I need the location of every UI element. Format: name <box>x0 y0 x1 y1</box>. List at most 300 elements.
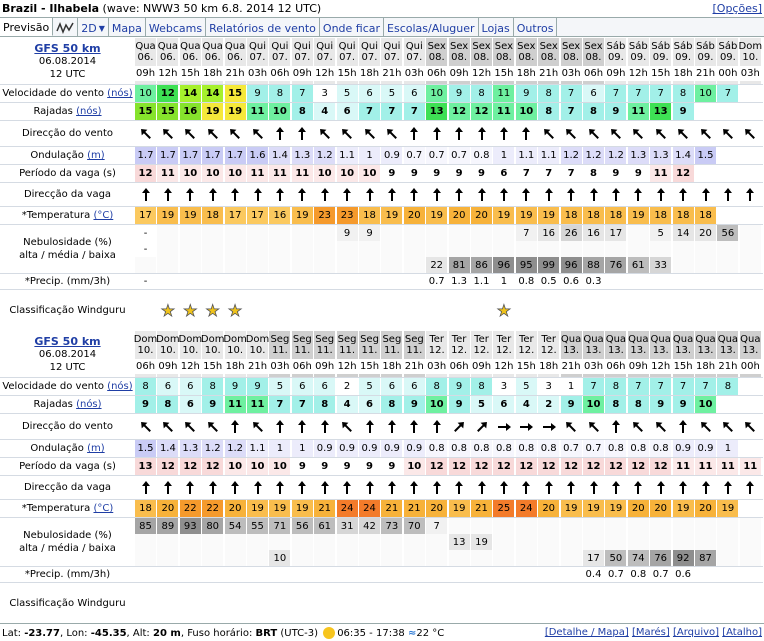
gust-cell: 9 <box>135 396 157 413</box>
wave-direction-arrow-icon <box>202 476 224 499</box>
cloud-low-cell <box>314 550 336 566</box>
precip-cell <box>538 567 560 582</box>
cloud-high-cell <box>449 225 471 241</box>
wind-speed-cell: 11 <box>493 85 515 102</box>
wind-speed-cell: 3 <box>314 85 336 102</box>
temperature-cell: 19 <box>292 500 314 517</box>
cloud-high-cell <box>157 225 179 241</box>
cloud-low-cell: 96 <box>493 257 515 273</box>
hour-label: 18h <box>673 68 693 79</box>
swell-cell: 0.9 <box>314 440 336 457</box>
cloud-low-cell: 33 <box>650 257 672 273</box>
wind-direction-arrow-icon <box>471 121 493 146</box>
tab-shops[interactable]: Lojas <box>479 18 514 36</box>
detail-map-link[interactable]: [Detalhe / Mapa] <box>544 627 629 638</box>
init-utc: 12 UTC <box>49 361 86 373</box>
precip-cell <box>628 274 650 289</box>
wave-direction-arrow-icon <box>337 476 359 499</box>
swell-cell: 0.8 <box>426 440 448 457</box>
cloud-high-cell <box>605 518 627 534</box>
rating-star-icon: ★ <box>493 290 515 330</box>
model-link[interactable]: GFS 50 km <box>34 41 101 55</box>
swell-cell: 1.2 <box>561 147 583 164</box>
gust-cell: 8 <box>538 103 560 120</box>
wind-speed-cell: 5 <box>269 378 291 395</box>
cloud-low-cell: 10 <box>269 550 291 566</box>
cloud-high-cell: 20 <box>695 225 717 241</box>
date-label: 08. <box>518 52 535 63</box>
swell-cell <box>717 147 739 164</box>
tab-bar <box>0 18 764 37</box>
precip-cell: 0.7 <box>426 274 448 289</box>
cloud-low-cell <box>225 550 247 566</box>
precip-cell <box>157 567 179 582</box>
temperature-cell: 23 <box>337 207 359 224</box>
wave-direction-arrow-icon <box>561 183 583 206</box>
cloud-low-cell <box>404 257 426 273</box>
date-label: 12. <box>428 345 445 356</box>
wave-direction-arrow-icon <box>381 476 403 499</box>
line-chart-icon <box>56 21 74 35</box>
wind-speed-cell: 15 <box>225 85 247 102</box>
tab-map[interactable]: Mapa <box>109 18 146 36</box>
timezone: BRT <box>255 627 278 639</box>
precip-cell <box>381 274 403 289</box>
wave-model-info: (wave: NWW3 50 km 6.8. 2014 12 UTC) <box>102 2 322 15</box>
day-label: Qui <box>316 41 334 52</box>
date-label: 06. <box>137 52 154 63</box>
time-header <box>180 38 202 84</box>
wave-period-cell: 10 <box>359 165 381 182</box>
hour-label: 12h <box>180 361 200 372</box>
hour-label: 06h <box>270 68 290 79</box>
wave-direction-arrow-icon <box>740 183 762 206</box>
cloud-low-cell <box>717 257 739 273</box>
hour-label: 15h <box>516 361 536 372</box>
wind-direction-arrow-icon <box>157 121 179 146</box>
wave-direction-arrow-icon <box>314 183 336 206</box>
tab-wind-reports[interactable]: Relatórios de vento <box>206 18 320 36</box>
wave-period-cell: 12 <box>135 165 157 182</box>
wind-speed-cell: 6 <box>359 85 381 102</box>
swell-cell: 1.4 <box>157 440 179 457</box>
model-link[interactable]: GFS 50 km <box>34 334 101 348</box>
wind-speed-cell: 6 <box>404 378 426 395</box>
gust-cell: 6 <box>359 396 381 413</box>
swell-cell: 1.3 <box>628 147 650 164</box>
date-label: 13. <box>675 345 692 356</box>
gust-cell: 19 <box>202 103 224 120</box>
swell-cell: 1.7 <box>180 147 202 164</box>
day-label: Qua <box>740 334 761 345</box>
wave-direction-arrow-icon <box>359 476 381 499</box>
wind-direction-arrow-icon <box>202 121 224 146</box>
cloud-low-cell <box>538 550 560 566</box>
cloud-high-cell: 71 <box>269 518 291 534</box>
day-label: Dom <box>223 334 247 345</box>
swell-cell: 1.4 <box>673 147 695 164</box>
wind-speed-cell: 9 <box>225 378 247 395</box>
wind-direction-arrow-icon <box>180 121 202 146</box>
gust-unit-link[interactable]: (nós) <box>76 106 102 117</box>
cloud-mid-cell <box>538 534 560 550</box>
wind-speed-cell: 7 <box>292 85 314 102</box>
cloud-high-cell <box>314 225 336 241</box>
location-name: Brazil - Ilhabela <box>2 2 100 15</box>
swell-cell: 1.2 <box>583 147 605 164</box>
alt-label: Alt: <box>132 627 150 639</box>
options-link[interactable]: [Opções] <box>712 2 762 15</box>
precip-row-label <box>0 274 135 289</box>
date-label: 10. <box>137 345 154 356</box>
wind-direction-arrow-icon <box>426 414 448 439</box>
day-label: Seg <box>292 334 312 345</box>
time-header <box>292 331 314 377</box>
wave-period-cell: 6 <box>493 165 515 182</box>
date-label: 13. <box>697 345 714 356</box>
wind-dir-row-label <box>0 414 135 439</box>
temperature-cell: 20 <box>471 207 493 224</box>
wind-speed-cell: 3 <box>538 378 560 395</box>
precip-cell: 0.7 <box>605 567 627 582</box>
temperature-cell: 19 <box>516 207 538 224</box>
time-header <box>673 38 695 84</box>
cloud-low-cell <box>292 257 314 273</box>
time-header <box>135 331 157 377</box>
wave-direction-arrow-icon <box>605 476 627 499</box>
precip-label: *Precip. (mm/3h) <box>24 569 111 580</box>
cloud-high-cell <box>426 225 448 241</box>
tab-where-to-stay[interactable]: Onde ficar <box>320 18 384 36</box>
wave-direction-arrow-icon <box>583 476 605 499</box>
temperature-cell: 18 <box>359 207 381 224</box>
day-label: Sáb <box>696 41 715 52</box>
day-label: Qua <box>135 41 156 52</box>
wave-period-cell: 7 <box>538 165 560 182</box>
wind-unit-link[interactable]: (nós) <box>107 381 133 392</box>
temperature-cell: 19 <box>538 207 560 224</box>
forecast-block-2 <box>0 331 764 623</box>
day-label: Qui <box>338 41 356 52</box>
swell-row-label <box>0 440 135 457</box>
wind-unit-link[interactable]: (nós) <box>107 88 133 99</box>
tab-2d[interactable] <box>78 18 109 36</box>
wind-direction-arrow-icon <box>538 121 560 146</box>
cloud-low-cell: 76 <box>605 257 627 273</box>
time-header <box>605 331 627 377</box>
day-label: Ter <box>474 334 489 345</box>
period-label: Período da vaga (s) <box>19 461 116 472</box>
temp-unit-link[interactable]: (°C) <box>93 210 114 221</box>
wave-direction-arrow-icon <box>516 183 538 206</box>
wind-speed-cell: 7 <box>650 378 672 395</box>
tab-others[interactable]: Outros <box>514 18 558 36</box>
wind-speed-cell: 8 <box>471 378 493 395</box>
time-header <box>292 38 314 84</box>
precip-cell <box>269 274 291 289</box>
water-temperature: 22 °C <box>416 627 445 639</box>
gust-cell: 11 <box>225 396 247 413</box>
tab-schools[interactable]: Escolas/Aluguer <box>384 18 479 36</box>
gust-cell <box>695 103 717 120</box>
wind-direction-arrow-icon <box>493 121 515 146</box>
swell-unit-link[interactable]: (m) <box>87 443 105 454</box>
time-header <box>583 331 605 377</box>
wave-period-cell: 11 <box>673 458 695 475</box>
archive-link[interactable]: [Arquivo] <box>672 627 720 638</box>
row-separator <box>0 582 763 583</box>
temperature-cell: 21 <box>314 500 336 517</box>
temperature-cell: 23 <box>314 207 336 224</box>
day-label: Qua <box>202 41 223 52</box>
hour-label: 18h <box>382 361 402 372</box>
swell-cell: 1.3 <box>650 147 672 164</box>
swell-cell <box>740 440 762 457</box>
temperature-cell: 19 <box>628 207 650 224</box>
cloud-low-cell <box>135 257 157 273</box>
wave-direction-arrow-icon <box>561 476 583 499</box>
wind-direction-arrow-icon <box>695 414 717 439</box>
time-header <box>180 331 202 377</box>
wave-period-cell: 9 <box>404 165 426 182</box>
wave-dir-label: Direcção da vaga <box>23 189 112 200</box>
hour-label: 21h <box>225 68 245 79</box>
wave-direction-arrow-icon <box>202 183 224 206</box>
hour-label: 06h <box>606 361 626 372</box>
cloud-high-cell: 85 <box>135 518 157 534</box>
cloud-low-cell <box>180 257 202 273</box>
cloud-mid-cell <box>337 534 359 550</box>
time-header <box>650 331 672 377</box>
cloud-high-cell <box>740 225 762 241</box>
wind-direction-arrow-icon <box>337 414 359 439</box>
hour-label: 09h <box>471 361 492 372</box>
precip-cell <box>225 274 247 289</box>
date-label: 07. <box>271 52 288 63</box>
wave-period-cell: 9 <box>381 458 403 475</box>
cloud-mid-cell <box>650 534 672 550</box>
hour-label: 15h <box>359 361 380 372</box>
precip-cell <box>493 567 515 582</box>
hour-label: 21h <box>247 361 268 372</box>
date-label: 06. <box>182 52 199 63</box>
cloud-row-label <box>0 518 135 566</box>
wave-direction-arrow-icon <box>628 476 650 499</box>
cloud-mid-cell: 19 <box>471 534 493 550</box>
wave-period-cell: 9 <box>605 165 627 182</box>
wind-speed-cell: 8 <box>202 378 224 395</box>
footer-links <box>545 627 762 638</box>
wind-direction-arrow-icon <box>404 121 426 146</box>
wind-speed-cell: 8 <box>471 85 493 102</box>
gust-cell: 16 <box>180 103 202 120</box>
gust-cell: 7 <box>404 103 426 120</box>
wave-period-cell: 11 <box>650 165 672 182</box>
gust-cell <box>740 396 762 413</box>
temperature-cell: 20 <box>404 207 426 224</box>
gust-cell: 9 <box>673 396 695 413</box>
cloud-mid-cell <box>628 534 650 550</box>
wind-speed-cell: 6 <box>404 85 426 102</box>
precip-cell <box>202 567 224 582</box>
time-header <box>740 331 762 377</box>
day-label: Ter <box>451 334 467 345</box>
wave-direction-arrow-icon <box>717 183 739 206</box>
date-label: 07. <box>361 52 378 63</box>
wind-speed-label: Velocidade do vento <box>2 381 104 392</box>
chevron-down-icon: ▼ <box>98 23 105 33</box>
gust-cell: 8 <box>628 396 650 413</box>
gust-cell: 10 <box>516 103 538 120</box>
cloud-high-cell: 31 <box>337 518 359 534</box>
cloud-low-cell <box>247 257 269 273</box>
rating-star-icon: ★ <box>225 290 247 330</box>
day-label: Sex <box>584 41 603 52</box>
wind-speed-cell: 9 <box>449 85 471 102</box>
wind-direction-arrow-icon <box>628 121 650 146</box>
cloud-high-cell: 73 <box>381 518 403 534</box>
precip-cell <box>695 567 717 582</box>
cloud-mid-cell <box>426 241 448 257</box>
wave-period-cell <box>717 165 739 182</box>
swell-cell: 1.3 <box>180 440 202 457</box>
swell-cell: 1.4 <box>269 147 291 164</box>
wind-speed-cell: 9 <box>247 378 269 395</box>
wind-direction-arrow-icon <box>717 414 739 439</box>
date-label: 06. <box>159 52 176 63</box>
cloud-mid-cell <box>449 241 471 257</box>
wave-period-cell: 12 <box>650 458 672 475</box>
temp-unit-link[interactable]: (°C) <box>93 503 114 514</box>
cloud-mid-cell <box>583 534 605 550</box>
time-header <box>673 331 695 377</box>
temperature-cell: 25 <box>493 500 515 517</box>
cloud-row-label <box>0 225 135 273</box>
wave-period-cell: 7 <box>516 165 538 182</box>
wind-speed-cell: 8 <box>269 85 291 102</box>
wind-direction-arrow-icon <box>337 121 359 146</box>
day-label: Dom <box>133 334 158 345</box>
day-label: Sex <box>427 41 446 52</box>
location-title <box>2 2 321 15</box>
lat-label: Lat: <box>2 627 21 639</box>
day-label: Qua <box>157 41 179 52</box>
day-label: Sex <box>561 41 581 52</box>
time-header <box>471 331 493 377</box>
tab-chart-icon[interactable] <box>53 18 78 36</box>
precip-cell <box>381 567 403 582</box>
day-label: Ter <box>541 334 557 345</box>
tz-label: Fuso horário: <box>187 627 253 639</box>
cloud-low-cell <box>561 550 583 566</box>
wind-speed-cell: 6 <box>292 378 314 395</box>
day-label: Seg <box>270 334 290 345</box>
sun-icon <box>323 627 335 639</box>
cloud-low-cell <box>740 550 762 566</box>
gust-unit-link[interactable]: (nós) <box>76 399 102 410</box>
wind-direction-arrow-icon <box>538 414 560 439</box>
time-header <box>202 38 224 84</box>
swell-cell <box>740 147 762 164</box>
hour-label: 03h <box>740 68 760 79</box>
shortcut-link[interactable]: [Atalho] <box>722 627 762 638</box>
day-label: Sex <box>539 41 558 52</box>
day-label: Qui <box>361 41 378 52</box>
date-label: 11. <box>294 345 311 356</box>
swell-cell: 0.7 <box>561 440 583 457</box>
temperature-cell: 18 <box>561 207 583 224</box>
gust-cell: 4 <box>516 396 538 413</box>
date-label: 10. <box>227 345 244 356</box>
precip-cell <box>605 274 627 289</box>
day-label: Dom <box>245 334 270 345</box>
precip-cell: 0.3 <box>583 274 605 289</box>
wave-period-cell: 9 <box>292 458 314 475</box>
temperature-cell: 19 <box>426 207 448 224</box>
wave-period-cell: 9 <box>314 458 336 475</box>
hour-label: 06h <box>292 361 312 372</box>
day-label: Sáb <box>628 41 648 52</box>
wave-period-cell: 7 <box>561 165 583 182</box>
hour-label: 12h <box>337 361 357 372</box>
swell-cell: 0.9 <box>695 440 717 457</box>
hour-label: 03h <box>583 361 604 372</box>
wave-direction-arrow-icon <box>628 183 650 206</box>
hour-label: 03h <box>427 361 447 372</box>
time-header <box>337 38 359 84</box>
gust-cell: 11 <box>247 396 269 413</box>
hour-label: 12h <box>628 68 648 79</box>
wave-period-cell: 11 <box>157 165 179 182</box>
gust-row-label <box>0 103 135 120</box>
hour-label: 15h <box>651 68 671 79</box>
cloud-high-cell <box>471 225 493 241</box>
day-label: Qua <box>628 334 649 345</box>
wave-direction-arrow-icon <box>449 183 471 206</box>
tab-forecast[interactable]: Previsão <box>0 18 53 36</box>
precip-cell <box>359 567 381 582</box>
gust-cell: 12 <box>449 103 471 120</box>
hour-label: 18h <box>359 68 380 79</box>
cloud-high-cell <box>404 225 426 241</box>
wind-direction-arrow-icon <box>225 121 247 146</box>
gust-cell: 13 <box>650 103 672 120</box>
wind-speed-cell: 7 <box>605 85 627 102</box>
day-label: Seg <box>404 334 424 345</box>
swell-unit-link[interactable]: (m) <box>87 150 105 161</box>
temperature-cell: 20 <box>695 500 717 517</box>
wind-speed-cell: 7 <box>695 378 717 395</box>
wind-direction-arrow-icon <box>202 414 224 439</box>
gust-cell: 9 <box>673 103 695 120</box>
wave-period-cell: 12 <box>426 458 448 475</box>
wind-direction-arrow-icon <box>673 121 695 146</box>
gust-cell: 7 <box>359 103 381 120</box>
hour-label: 06h <box>135 361 156 372</box>
cloud-mid-cell <box>717 534 739 550</box>
swell-cell: 1 <box>292 440 314 457</box>
wind-speed-cell: 9 <box>516 85 538 102</box>
cloud-low-cell <box>717 550 739 566</box>
swell-cell: 1.1 <box>538 147 560 164</box>
wave-direction-arrow-icon <box>449 476 471 499</box>
tab-webcams[interactable]: Webcams <box>146 18 206 36</box>
wave-direction-arrow-icon <box>157 183 179 206</box>
temperature-cell: 19 <box>605 500 627 517</box>
tides-link[interactable]: [Marés] <box>631 627 670 638</box>
wind-dir-label: Direcção do vento <box>21 421 114 432</box>
wave-direction-arrow-icon <box>695 476 717 499</box>
